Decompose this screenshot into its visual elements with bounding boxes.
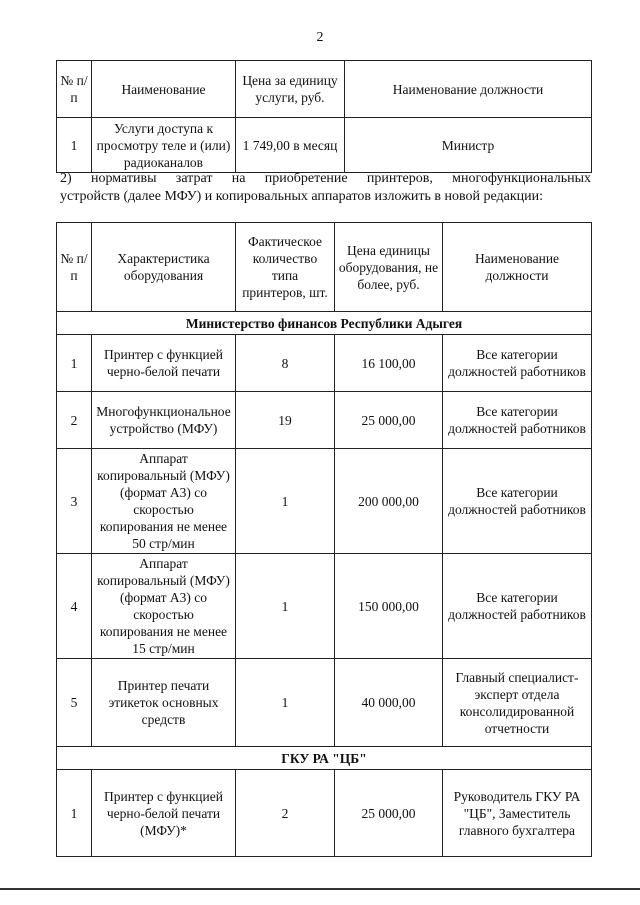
table-row bbox=[57, 335, 592, 392]
table-cell: Аппарат копировальный (МФУ) (формат А3) со скоростью копирования не менее 15 стр/мин bbox=[92, 554, 236, 659]
table-row bbox=[57, 770, 592, 857]
table-cell: 200 000,00 bbox=[335, 449, 443, 554]
paragraph-line: 2) нормативы затрат на приобретение принтеров, многофункциональных bbox=[60, 171, 591, 186]
table-header-row bbox=[57, 223, 592, 312]
table-cell: Главный специалист-эксперт отдела консолидированной отчетности bbox=[443, 659, 592, 747]
table-cell: 1 bbox=[57, 770, 92, 857]
table-cell: 1 bbox=[236, 554, 335, 659]
header-cell: № п/п bbox=[57, 223, 92, 312]
table-cell: 16 100,00 bbox=[335, 335, 443, 392]
table-cell: 25 000,00 bbox=[335, 392, 443, 449]
table-cell: Принтер печати этикеток основных средств bbox=[92, 659, 236, 747]
table-row bbox=[57, 118, 592, 173]
paragraph-line: устройств (далее МФУ) и копировальных аппаратов изложить в новой редакции: bbox=[60, 189, 543, 204]
table-row bbox=[57, 392, 592, 449]
table-cell: 1 bbox=[57, 335, 92, 392]
table-header-row bbox=[57, 61, 592, 118]
table-cell: 3 bbox=[57, 449, 92, 554]
table-cell: 2 bbox=[236, 770, 335, 857]
table-cell: 5 bbox=[57, 659, 92, 747]
table-cell: 8 bbox=[236, 335, 335, 392]
equipment-table bbox=[56, 222, 592, 857]
table-cell: Министр bbox=[345, 118, 592, 173]
table-cell: Многофункциональное устройство (МФУ) bbox=[92, 392, 236, 449]
table-cell: 2 bbox=[57, 392, 92, 449]
table-cell: Все категории должностей работников bbox=[443, 392, 592, 449]
table-cell: Все категории должностей работников bbox=[443, 449, 592, 554]
table-cell: 4 bbox=[57, 554, 92, 659]
table-cell: 1 bbox=[57, 118, 92, 173]
header-cell: Фактическое количество типа принтеров, шт. bbox=[236, 223, 335, 312]
section-title: ГКУ РА "ЦБ" bbox=[57, 747, 592, 770]
table-cell: 25 000,00 bbox=[335, 770, 443, 857]
header-cell: № п/п bbox=[57, 61, 92, 118]
table-cell: Услуги доступа к просмотру теле и (или) радиоканалов bbox=[92, 118, 236, 173]
header-cell: Наименование bbox=[92, 61, 236, 118]
table-cell: Принтер с функцией черно-белой печати bbox=[92, 335, 236, 392]
header-cell: Наименование должности bbox=[345, 61, 592, 118]
table-row bbox=[57, 554, 592, 659]
header-cell: Цена за единицу услуги, руб. bbox=[236, 61, 345, 118]
header-cell: Цена единицы оборудования, не более, руб. bbox=[335, 223, 443, 312]
table-cell: 19 bbox=[236, 392, 335, 449]
table-cell: Аппарат копировальный (МФУ) (формат А3) со скоростью копирования не менее 50 стр/мин bbox=[92, 449, 236, 554]
table-cell: Все категории должностей работников bbox=[443, 554, 592, 659]
table-cell: Руководитель ГКУ РА "ЦБ", Заместитель главного бухгалтера bbox=[443, 770, 592, 857]
table-cell: 40 000,00 bbox=[335, 659, 443, 747]
section-title: Министерство финансов Республики Адыгея bbox=[57, 312, 592, 335]
page-number: 2 bbox=[316, 30, 324, 45]
section-row bbox=[57, 747, 592, 770]
table-cell: Принтер с функцией черно-белой печати (МФУ)* bbox=[92, 770, 236, 857]
bottom-rule bbox=[0, 888, 640, 890]
table-row bbox=[57, 659, 592, 747]
header-cell: Характеристика оборудования bbox=[92, 223, 236, 312]
table-cell: 1 749,00 в месяц bbox=[236, 118, 345, 173]
table-cell: 1 bbox=[236, 449, 335, 554]
table-cell: 1 bbox=[236, 659, 335, 747]
header-cell: Наименование должности bbox=[443, 223, 592, 312]
section-row bbox=[57, 312, 592, 335]
body-paragraph bbox=[60, 170, 591, 206]
table-cell: 150 000,00 bbox=[335, 554, 443, 659]
services-table bbox=[56, 60, 592, 173]
table-cell: Все категории должностей работников bbox=[443, 335, 592, 392]
table-row bbox=[57, 449, 592, 554]
